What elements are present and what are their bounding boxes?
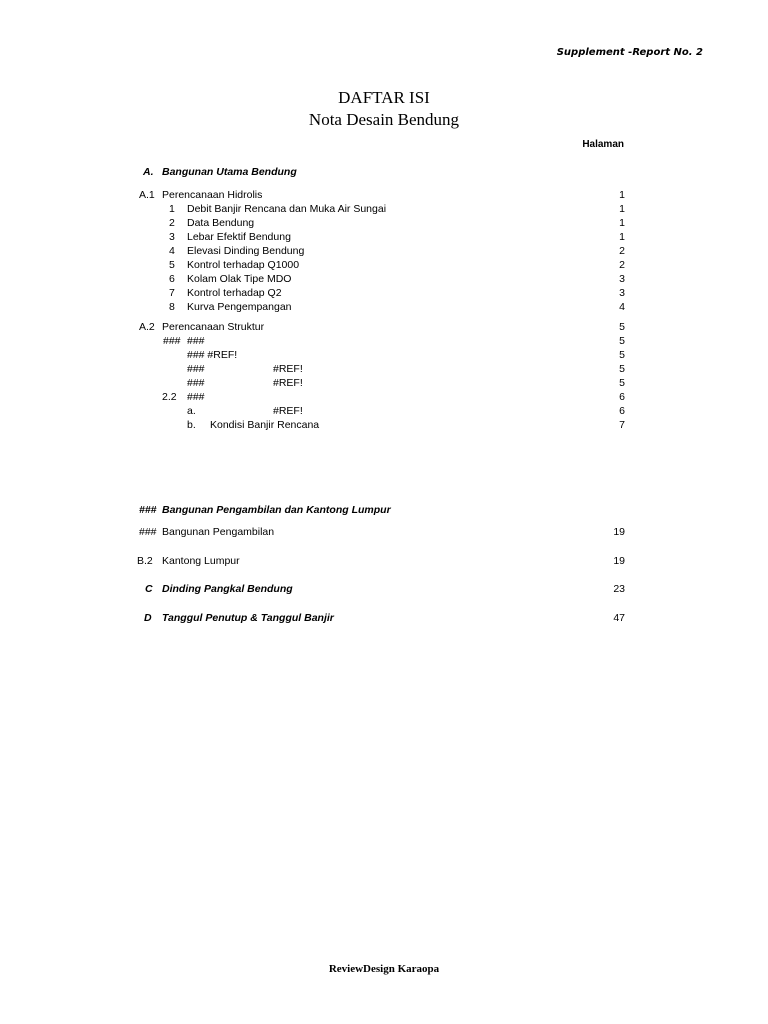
section-b-mark: ### [139,504,157,516]
section-c-mark: C [145,583,153,595]
a1-item-label: Kurva Pengempangan [187,301,292,313]
supplement-report-note: Supplement -Report No. 2 [556,47,703,58]
a1-item-number: 8 [169,301,175,313]
a1-item-label: Data Bendung [187,217,255,229]
a1-item-number: 4 [169,245,175,257]
a2-page: 5 [619,321,625,333]
a1-item-page: 1 [619,217,625,229]
b-item-number: ### [139,526,157,538]
a2-row-col3: Kondisi Banjir Rencana [210,419,320,431]
a1-item-page: 4 [619,301,625,313]
b-item-page: 19 [613,526,625,538]
section-c-title: Dinding Pangkal Bendung [162,583,293,595]
a2-row-col1: ### [163,335,181,347]
a2-row-page: 5 [619,349,625,361]
a1-label: Perencanaan Hidrolis [162,189,263,201]
a2-row-col2: ### #REF! [187,349,238,361]
a1-item-page: 2 [619,245,625,257]
a1-item-label: Debit Banjir Rencana dan Muka Air Sungai [187,203,387,215]
a1-item-label: Kolam Olak Tipe MDO [187,273,292,285]
a1-item-page: 2 [619,259,625,271]
page-subtitle: Nota Desain Bendung [308,110,460,129]
a2-row-page: 6 [619,391,625,403]
a1-item-number: 2 [169,217,175,229]
a2-row-page: 7 [619,419,625,431]
a1-item-number: 1 [169,203,175,215]
section-b-title: Bangunan Pengambilan dan Kantong Lumpur [162,504,391,516]
a2-row-page: 6 [619,405,625,417]
a2-row-col3: #REF! [273,377,303,389]
section-d-mark: D [144,612,152,624]
page-title: DAFTAR ISI [338,88,430,107]
b-item-page: 19 [613,555,625,567]
a2-row-page: 5 [619,335,625,347]
a2-row-col2: b. [187,419,196,431]
a2-number: A.2 [139,321,155,333]
a1-item-page: 1 [619,231,625,243]
a1-number: A.1 [139,189,155,201]
section-a-mark: A. [143,166,154,178]
page-column-header: Halaman [582,139,624,150]
a1-item-label: Kontrol terhadap Q2 [187,287,282,299]
a1-item-label: Lebar Efektif Bendung [187,231,291,243]
b-item-label: Kantong Lumpur [162,555,240,567]
a2-row-col2: a. [187,405,196,417]
a1-item-number: 6 [169,273,175,285]
a1-item-number: 3 [169,231,175,243]
b-item-number: B.2 [137,555,153,567]
section-d-title: Tanggul Penutup & Tanggul Banjir [162,612,334,624]
page-footer: ReviewDesign Karaopa [328,963,440,975]
a1-item-number: 7 [169,287,175,299]
section-c-page: 23 [613,583,625,595]
a2-row-col3: #REF! [273,363,303,375]
a1-item-number: 5 [169,259,175,271]
a1-page: 1 [619,189,625,201]
a2-row-col3: #REF! [273,405,303,417]
a1-item-page: 3 [619,273,625,285]
b-item-label: Bangunan Pengambilan [162,526,275,538]
a2-row-col1: 2.2 [162,391,177,403]
a2-label: Perencanaan Struktur [162,321,265,333]
a2-row-page: 5 [619,363,625,375]
a1-item-page: 1 [619,203,625,215]
a1-item-page: 3 [619,287,625,299]
a2-row-page: 5 [619,377,625,389]
section-a-title: Bangunan Utama Bendung [162,166,297,178]
a2-row-col2: ### [187,363,205,375]
section-d-page: 47 [613,612,625,624]
a1-item-label: Kontrol terhadap Q1000 [187,259,300,271]
a1-item-label: Elevasi Dinding Bendung [187,245,305,257]
a2-row-col2: ### [187,391,205,403]
a2-row-col2: ### [187,335,205,347]
a2-row-col2: ### [187,377,205,389]
